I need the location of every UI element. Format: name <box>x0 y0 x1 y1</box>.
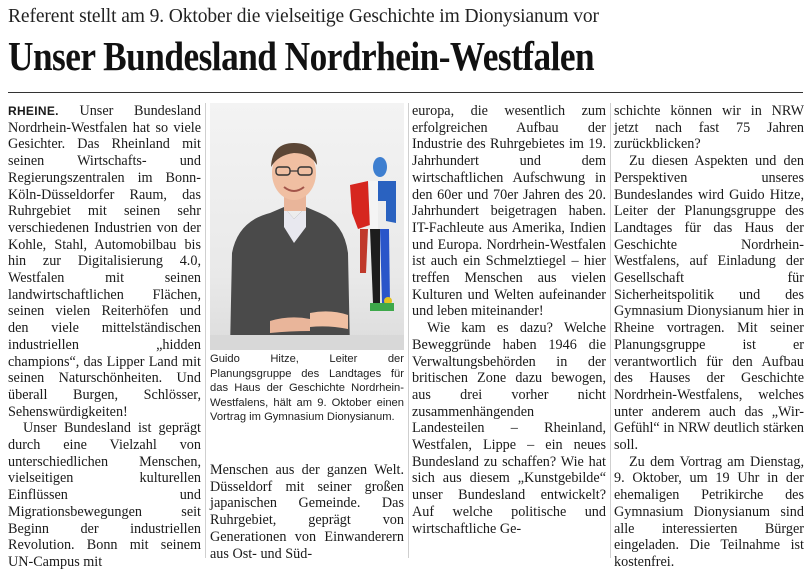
paragraph <box>8 103 201 420</box>
person-figure <box>230 143 350 350</box>
column-divider <box>408 103 409 558</box>
column-divider <box>205 103 206 558</box>
article-column-4 <box>614 103 804 571</box>
article-column-2 <box>210 462 404 562</box>
paragraph: Zu diesen Aspekten und den Perspektiven unseres Bundeslandes wird Guido Hitze, Leiter der Planungsgruppe des Landtages für das Haus der Geschichte Nordrhein-Westfalens, auf Einladung der Gesellschaft für Sicherheitspolitik und des Gymnasium Dionysianum hier in Rheine vortragen. Mit seiner Planungsgruppe ist er verantwortlich für den Aufbau des Hauses der Geschichte Nordrhein-Westfalens, welches unter anderem auch das „Wir-Gefühl“ in NRW deutlich stärken soll. <box>614 153 804 454</box>
photo-caption: Guido Hitze, Leiter der Planungsgruppe des Landtages für das Haus der Geschichte Nordrhein-Westfalens, hält am 9. Oktober einen Vortrag im Gymnasium Dionysianum. <box>210 353 404 424</box>
paragraph-text: Unser Bundesland Nordrhein-Westfalen hat so viele Gesichter. Das Rheinland mit seinen Wirtschafts- und Regierungszentralen im Bonn-Köln-Düsseldorfer Raum, das Ruhrgebiet mit seinen sehr verschiedenen Industrien von der Kohle, Stahl, Automobilbau bis hin zur Digitalisierung 4.0, Westfalen mit seinen landwirtschaftlichen Flächen, seinen vielen Reiterhöfen und den viele mittelständischen industriellen „hidden champions“, das Lipper Land mit seinen Naturschönheiten. Und überall Burgen, Schlösser, Sehenswürdigkeiten! <box>8 103 201 420</box>
article-column-3 <box>412 103 606 537</box>
paragraph: Wie kam es dazu? Welche Beweggründe haben 1946 die Verwaltungsbehörden in der britischen Zone dazu bewogen, aus drei vorher nicht zusammenhängenden Landesteilen – Rheinland, Westfalen, Lippe – ein neues Bundesland zu schaffen? Wie hat sich aus diesem „Kunstgebilde“ unser Bundesland entwickelt? Auf welche politische und wirtschaftliche Ge- <box>412 320 606 537</box>
paragraph: schichte können wir in NRW jetzt nach fast 75 Jahren zurückblicken? <box>614 103 804 153</box>
article-kicker: Referent stellt am 9. Oktober die vielseitige Geschichte im Dionysianum vor <box>8 6 599 27</box>
portrait-illustration <box>210 103 404 350</box>
column-divider <box>610 103 611 558</box>
paragraph: europa, die wesentlich zum erfolgreichen Aufbau der Industrie des Ruhrgebietes im 19. Jahrhundert und dem wirtschaftlichen Aufschwung in den 60er und 70er Jahren des 20. Jahrhundert beigetragen haben. IT-Fachleute aus Amerika, Indien und Europa. Nordrhein-Westfalen ist auch ein Schmelztiegel – hier treffen Menschen aus vielen Kulturen und Welten aufeinander und leben miteinander! <box>412 103 606 320</box>
article-headline: Unser Bundesland Nordrhein-Westfalen <box>8 33 595 79</box>
paragraph: Menschen aus der ganzen Welt. Düsseldorf mit seiner großen japanischen Gemeinde. Das Ruhrgebiet, geprägt von Generationen von Einwanderern aus Ost- und Süd- <box>210 462 404 562</box>
article-column-1 <box>8 103 201 571</box>
dateline: RHEINE. <box>8 104 59 118</box>
paragraph: Unser Bundesland ist geprägt durch eine Vielzahl von unterschiedlichen Menschen, vielseitigen kulturellen Einflüssen und Migrationsbewegungen seit Beginn der industriellen Revolution. Bonn mit seinem UN-Campus mit <box>8 420 201 570</box>
headline-rule <box>8 92 803 93</box>
table-surface <box>210 335 404 350</box>
article-photo <box>210 103 404 350</box>
sculpture-figure <box>350 157 396 311</box>
paragraph: Zu dem Vortrag am Dienstag, 9. Oktober, um 19 Uhr in der ehemaligen Petrikirche des Gymnasium Dionysianum sind alle interessierten Bürger eingeladen. Die Teilnahme ist kostenfrei. <box>614 453 804 570</box>
